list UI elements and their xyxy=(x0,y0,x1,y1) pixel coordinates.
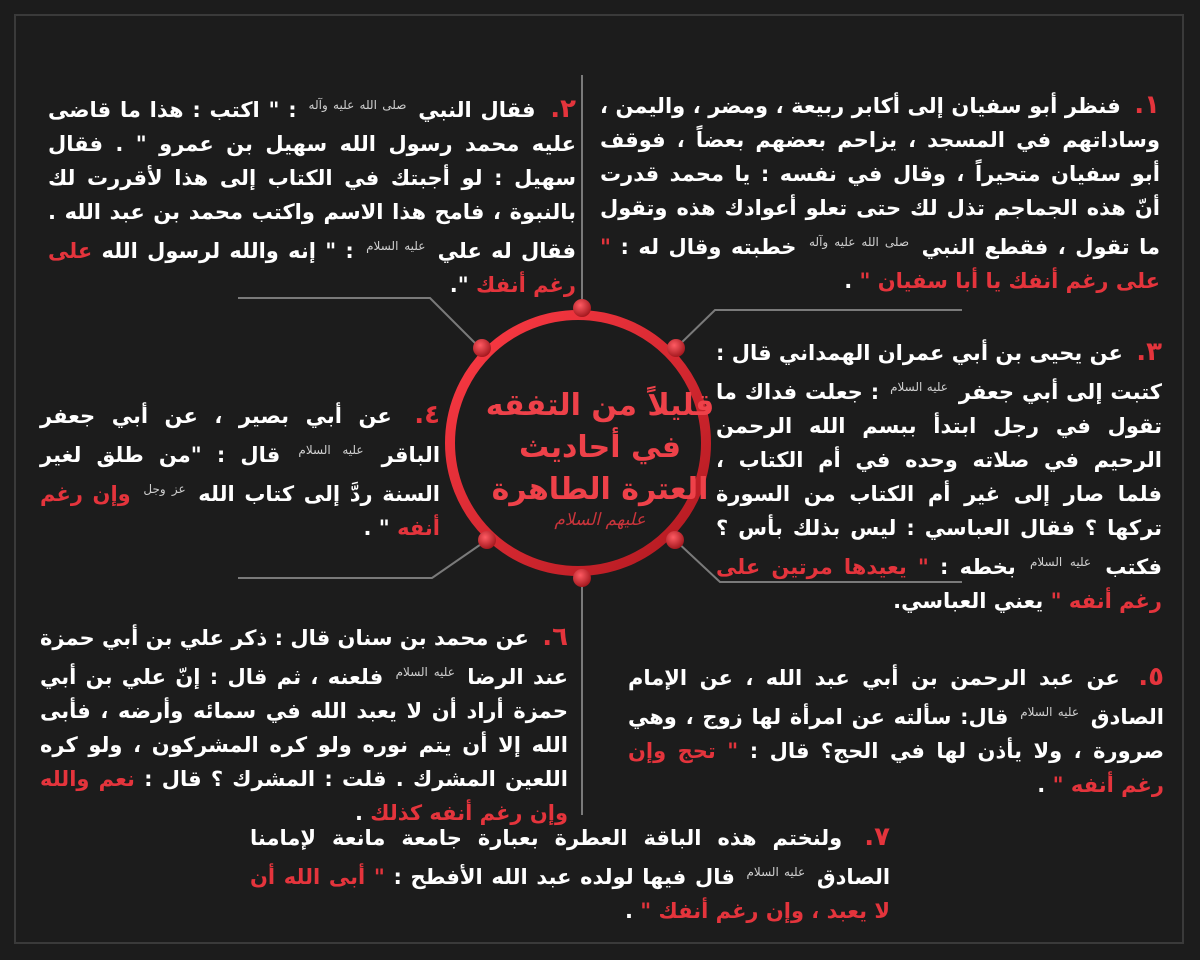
hadith-number: ٣. xyxy=(1136,337,1162,367)
hadith-quote: " يعيدها مرتين على رغم أنفه " xyxy=(716,555,1162,613)
hadith-text: : " إنه والله لرسول الله xyxy=(101,239,354,263)
hadith-7 xyxy=(250,820,890,928)
hadith-quote: على رغم أنفك xyxy=(48,239,576,297)
hadith-quote: " على رغم أنفك يا أبا سفيان " xyxy=(600,235,1160,293)
hadith-text: : جعلت فداك ما تقول في رجل ابتدأ ببسم الله الرحمن الرحيم في صلاته وحده في أم الكتاب ، فلما صار إلى غير أم الكتاب من السورة تركها ؟ فقال العباسي : ليس بذلك بأس ؟ فكتب xyxy=(716,380,1163,579)
honorific-mark: عز وجل xyxy=(143,482,186,496)
hadith-end: يعني العباسي. xyxy=(893,589,1044,613)
connector-dot xyxy=(666,531,684,549)
center-title-line: العترة الطاهرة xyxy=(491,472,709,507)
hadith-end: " . xyxy=(363,516,390,540)
center-title-line: في أحاديث xyxy=(518,430,682,465)
hadith-6 xyxy=(40,620,568,830)
honorific-mark: عليه السلام xyxy=(298,443,364,457)
hadith-number: ٤. xyxy=(414,400,441,430)
hadith-quote: نعم والله وإن رغم أنفه كذلك xyxy=(40,767,568,825)
hadith-number: ١. xyxy=(1134,90,1160,120)
hadith-text: عن أبي بصير ، عن أبي جعفر الباقر xyxy=(40,404,441,467)
connector-dot xyxy=(573,569,591,587)
hadith-text: فقال النبي xyxy=(418,98,536,122)
hadith-4 xyxy=(40,398,440,545)
hadith-text: فلعنه ، ثم قال : إنّ علي بن أبي حمزة أراد أن لا يعبد الله في سمائه وأرضه ، فأبى الله إلا أن يتم نوره ولو كره المشركون ، ولو كره اللعين المشرك . قلت : المشرك ؟ قال : xyxy=(40,665,569,791)
connector-dot xyxy=(478,531,496,549)
hadith-5 xyxy=(628,660,1164,802)
hadith-number: ٦. xyxy=(542,622,568,652)
hadith-number: ٧. xyxy=(864,822,890,852)
hadith-quote: وإن رغم أنفه xyxy=(40,482,440,540)
honorific-mark: عليه السلام xyxy=(395,665,455,679)
honorific-mark: عليه السلام xyxy=(366,239,426,253)
hadith-text: قال : "من طلق لغير السنة ردَّ إلى كتاب الله xyxy=(40,443,440,506)
hadith-end: . xyxy=(844,269,853,293)
hadith-text: عن يحيى بن أبي عمران الهمداني قال : كتبت إلى أبي جعفر xyxy=(716,341,1163,404)
connector-left-upper xyxy=(238,298,480,348)
connector-left-lower xyxy=(238,540,487,578)
honorific-mark: عليه السلام xyxy=(746,865,806,879)
honorific-mark: عليه السلام xyxy=(1020,705,1079,719)
hadith-text: بخطه : xyxy=(940,555,1016,579)
calligraphy-blessing: عليهم السلام xyxy=(554,510,646,530)
hadith-1 xyxy=(600,88,1160,298)
honorific-mark: عليه السلام xyxy=(1029,555,1092,569)
hadith-quote: " تحج وإن رغم أنفه " xyxy=(628,739,1164,797)
honorific-mark: صلى الله عليه وآله xyxy=(808,235,910,249)
hadith-text: قال فيها لولده عبد الله الأفطح : xyxy=(393,865,735,889)
hadith-end: ". xyxy=(449,273,469,297)
hadith-text: عن محمد بن سنان قال : ذكر علي بن أبي حمزة عند الرضا xyxy=(40,626,569,689)
center-title xyxy=(470,385,730,511)
hadith-end: . xyxy=(1037,773,1046,797)
hadith-text: خطبته وقال له : xyxy=(620,235,797,259)
honorific-mark: صلى الله عليه وآله xyxy=(308,98,407,112)
hadith-2 xyxy=(48,88,576,302)
hadith-number: ٢. xyxy=(550,94,577,124)
hadith-text: : " اكتب : هذا ما قاضى عليه محمد رسول الله سهيل بن عمرو " . فقال سهيل : لو أجبتك في الكتاب إلى هذا لأقررت لك بالنبوة ، فامح هذا الاسم واكتب محمد بن عبد الله . فقال له علي xyxy=(48,98,576,263)
hadith-end: . xyxy=(625,899,633,923)
hadith-number: ٥. xyxy=(1138,662,1164,692)
hadith-end: . xyxy=(354,801,363,825)
center-title-line: قليلاً من التفقه xyxy=(485,388,715,423)
honorific-mark: عليه السلام xyxy=(890,380,948,394)
hadith-text: قال: سألته عن امرأة لها زوج ، وهي صرورة ، ولا يأذن لها في الحج؟ قال : xyxy=(628,705,1164,763)
hadith-text: ولنختم هذه الباقة العطرة بعبارة جامعة مانعة لإمامنا الصادق xyxy=(250,826,891,889)
connector-dot xyxy=(473,339,491,357)
hadith-text: فنظر أبو سفيان إلى أكابر ربيعة ، ومضر ، واليمن ، وساداتهم في المسجد ، يزاحم بعضهم بعضاً ، فوقف أبو سفيان متحيراً ، وقال في نفسه : يا محمد قدرت أنّ هذه الجماجم تذل لك حتى تعلو أعوادك هذه وتقول ما تقول ، فقطع النبي xyxy=(600,94,1161,259)
hadith-3 xyxy=(716,335,1162,618)
hadith-quote: " أبى الله أن لا يعبد ، وإن رغم أنفك " xyxy=(250,865,890,923)
hadith-text: عن عبد الرحمن بن أبي عبد الله ، عن الإمام الصادق xyxy=(628,666,1164,729)
connector-dot xyxy=(667,339,685,357)
